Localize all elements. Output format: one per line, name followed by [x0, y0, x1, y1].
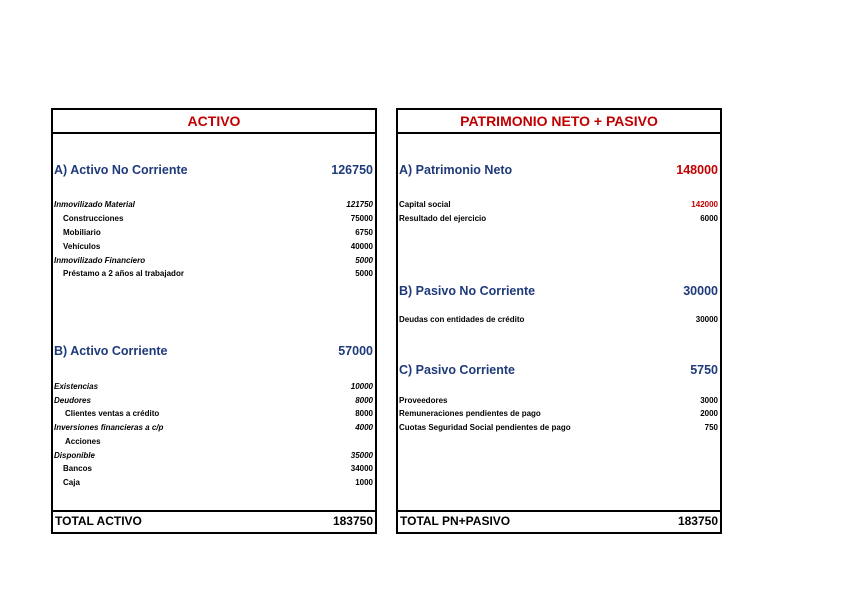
row-value: 6000	[700, 214, 718, 223]
row-value: 126750	[331, 163, 373, 177]
row-value: 8000	[355, 409, 373, 418]
row-label: Disponible	[54, 451, 95, 460]
row-label: Caja	[63, 478, 80, 487]
activo-corriente-row	[53, 341, 375, 361]
vehiculos-row	[53, 240, 375, 254]
disponible-row	[53, 449, 375, 463]
row-value: 750	[704, 423, 718, 432]
row-value: 10000	[350, 382, 373, 391]
pasivo-title: PATRIMONIO NETO + PASIVO	[398, 110, 720, 134]
deudores-row	[53, 394, 375, 408]
clientes-row	[53, 407, 375, 421]
row-value: 30000	[695, 315, 718, 324]
pasivo-no-corriente-row	[398, 281, 720, 301]
row-label: Deudas con entidades de crédito	[399, 315, 525, 324]
acciones-row	[53, 435, 375, 449]
row-value: 5000	[355, 256, 373, 265]
row-label: Acciones	[65, 437, 101, 446]
row-value: 2000	[700, 409, 718, 418]
row-label: B) Pasivo No Corriente	[399, 284, 536, 298]
total-label: TOTAL ACTIVO	[55, 514, 142, 528]
total-activo-row	[53, 510, 375, 532]
row-label: Mobiliario	[63, 228, 101, 237]
row-value: 148000	[676, 163, 718, 177]
row-value: 4000	[355, 423, 373, 432]
row-label: Préstamo a 2 años al trabajador	[63, 269, 184, 278]
total-label: TOTAL PN+PASIVO	[400, 514, 511, 528]
row-label: Resultado del ejercicio	[399, 214, 487, 223]
row-label: A) Activo No Corriente	[54, 163, 188, 177]
row-label: A) Patrimonio Neto	[399, 163, 513, 177]
row-value: 3000	[700, 396, 718, 405]
total-pn-pasivo-row	[398, 510, 720, 532]
row-label: Proveedores	[399, 396, 448, 405]
activo-no-corriente-row	[53, 160, 375, 180]
row-value: 34000	[350, 464, 373, 473]
activo-panel	[51, 108, 377, 534]
row-value: 6750	[355, 228, 373, 237]
total-value: 183750	[332, 514, 373, 528]
caja-row	[53, 476, 375, 490]
row-value: 121750	[346, 200, 373, 209]
row-value: 30000	[683, 284, 718, 298]
row-label: C) Pasivo Corriente	[399, 363, 516, 377]
resultado-ejercicio-row	[398, 212, 720, 226]
total-value: 183750	[677, 514, 718, 528]
row-label: Cuotas Seguridad Social pendientes de pago	[399, 423, 571, 432]
mobiliario-row	[53, 226, 375, 240]
row-label: Remuneraciones pendientes de pago	[399, 409, 541, 418]
row-value: 35000	[350, 451, 373, 460]
proveedores-row	[398, 394, 720, 408]
construcciones-row	[53, 212, 375, 226]
row-label: Inversiones financieras a c/p	[54, 423, 164, 432]
row-label: Capital social	[399, 200, 451, 209]
row-value: 75000	[350, 214, 373, 223]
row-label: Vehículos	[63, 242, 101, 251]
row-value: 5000	[355, 269, 373, 278]
bancos-row	[53, 462, 375, 476]
patrimonio-neto-row	[398, 160, 720, 180]
row-value: 142000	[691, 200, 718, 209]
row-label: Inmovilizado Financiero	[54, 256, 146, 265]
row-label: Clientes ventas a crédito	[65, 409, 160, 418]
row-value: 5750	[690, 363, 718, 377]
pasivo-panel	[396, 108, 722, 534]
inmovilizado-material-row	[53, 198, 375, 212]
cuotas-ss-row	[398, 421, 720, 435]
inversiones-row	[53, 421, 375, 435]
row-value: 57000	[338, 344, 373, 358]
row-label: Bancos	[63, 464, 92, 473]
row-label: Inmovilizado Material	[54, 200, 135, 209]
capital-social-row	[398, 198, 720, 212]
existencias-row	[53, 380, 375, 394]
row-label: B) Activo Corriente	[54, 344, 168, 358]
row-value: 8000	[355, 396, 373, 405]
prestamo-row	[53, 267, 375, 281]
row-label: Deudores	[54, 396, 91, 405]
row-value: 40000	[350, 242, 373, 251]
activo-title: ACTIVO	[53, 110, 375, 134]
pasivo-corriente-row	[398, 360, 720, 380]
inmovilizado-financiero-row	[53, 254, 375, 268]
remuneraciones-row	[398, 407, 720, 421]
row-value: 1000	[355, 478, 373, 487]
deudas-credito-row	[398, 313, 720, 327]
row-label: Existencias	[54, 382, 99, 391]
row-label: Construcciones	[63, 214, 124, 223]
